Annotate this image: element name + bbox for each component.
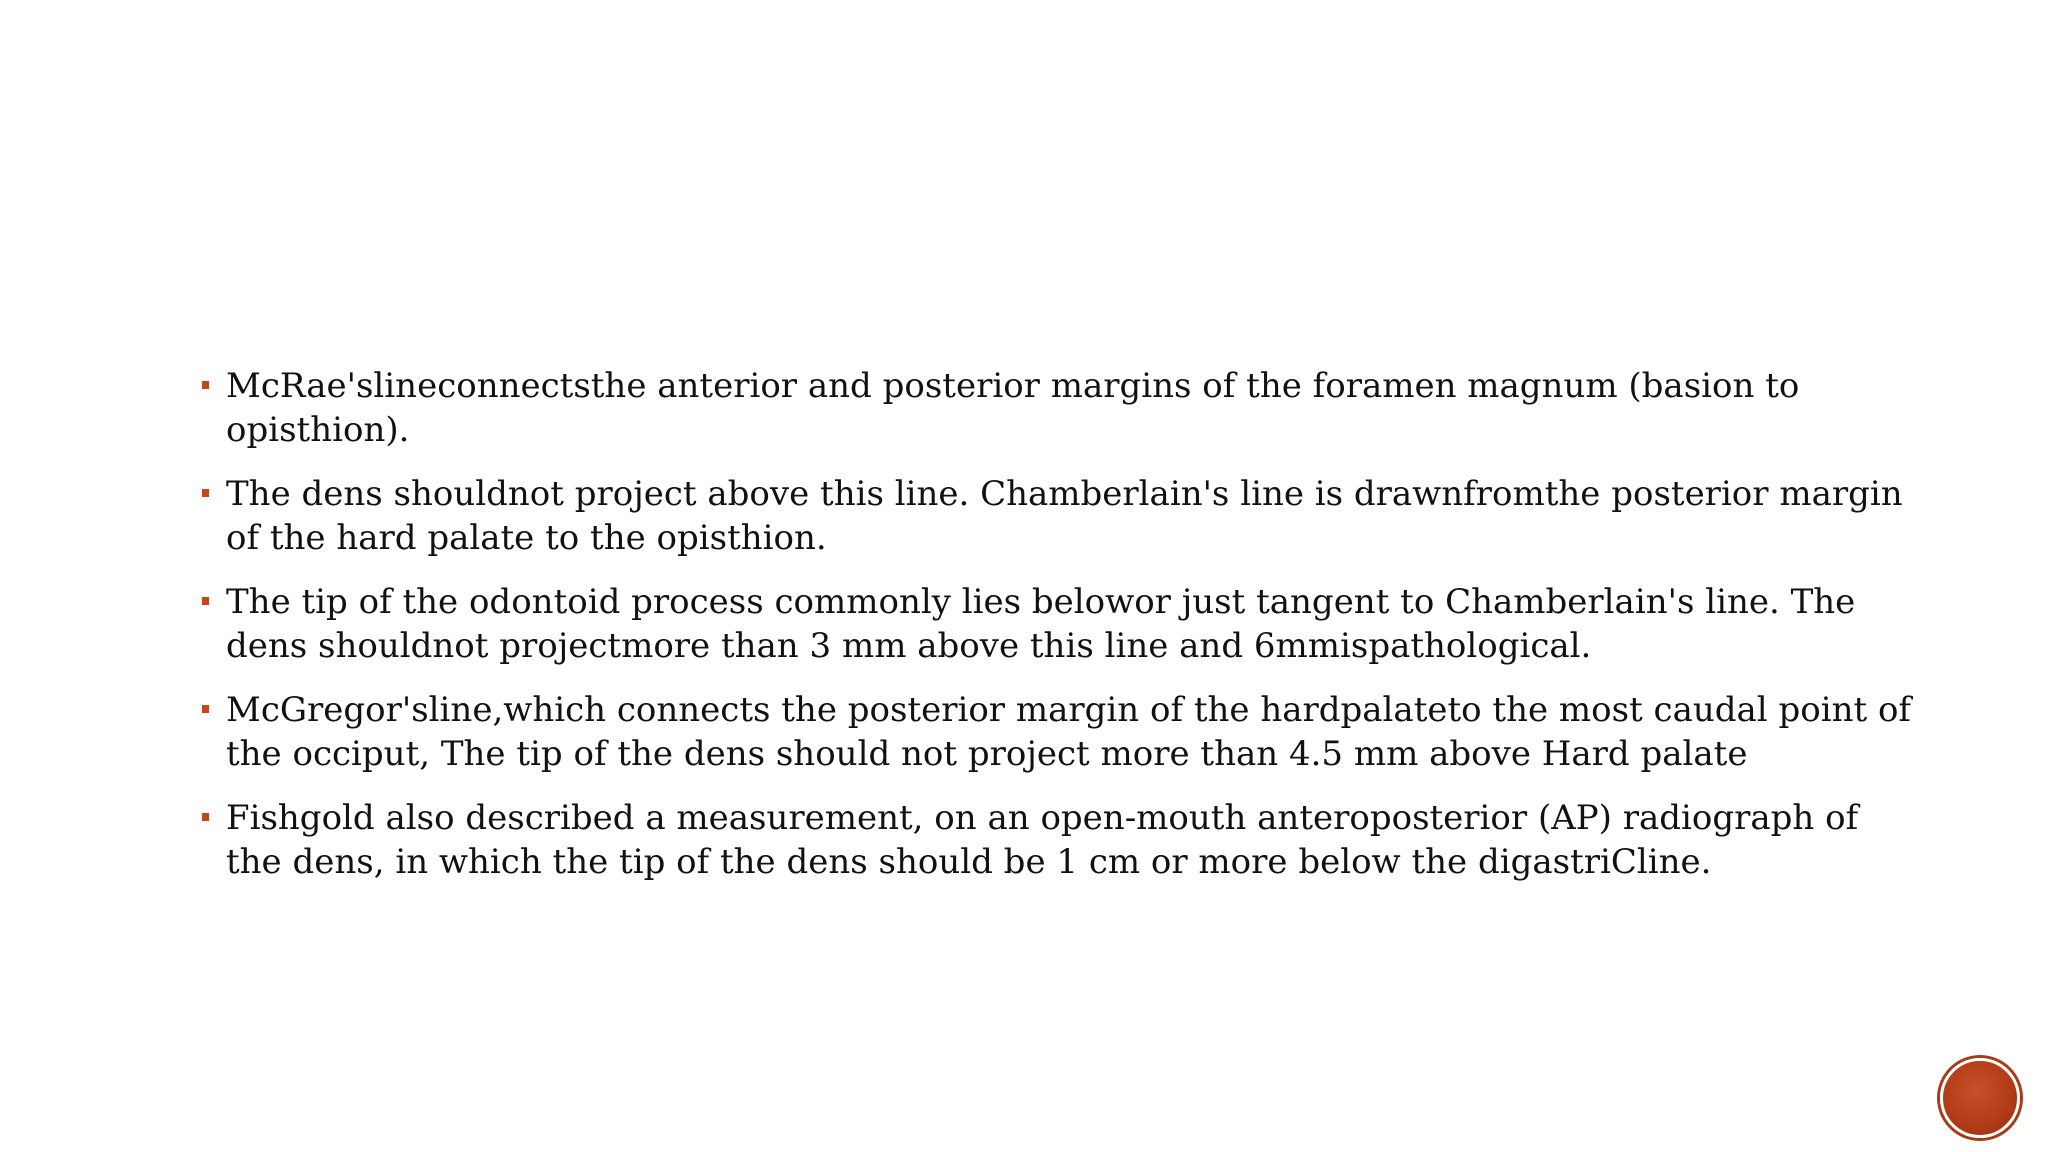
bullet-text: McGregor'sline,which connects the posterior margin of the hardpalateto the most caudal point of the occiput, The tip of the dens should not project more than 4.5 mm above Hard palate	[226, 690, 1911, 774]
bullet-text: Fishgold also described a measurement, on an open-mouth anteroposterior (AP) radiograph of the dens, in which the tip of the dens should be 1 cm or more below the digastriCline.	[226, 798, 1859, 882]
bullet-list	[196, 364, 1916, 884]
bullet-item-fishgold-measurement	[196, 796, 1916, 884]
bullet-item-mcrae-line	[196, 364, 1916, 452]
bullet-text: McRae'slineconnectsthe anterior and posterior margins of the foramen magnum (basion to opisthion).	[226, 366, 1800, 450]
slide-number-circle-icon	[1940, 1058, 2020, 1138]
slide-body	[196, 364, 1916, 904]
bullet-item-chamberlain-line	[196, 472, 1916, 560]
square-bullet-icon	[202, 597, 209, 605]
square-bullet-icon	[202, 813, 209, 821]
bullet-item-odontoid-tip	[196, 580, 1916, 668]
square-bullet-icon	[202, 489, 209, 497]
bullet-text: The dens shouldnot project above this line. Chamberlain's line is drawnfromthe posterior margin of the hard palate to the opisthion.	[226, 474, 1903, 558]
bullet-text: The tip of the odontoid process commonly lies belowor just tangent to Chamberlain's line. The dens shouldnot projectmore than 3 mm above this line and 6mmispathological.	[226, 582, 1856, 666]
square-bullet-icon	[202, 381, 209, 389]
bullet-item-mcgregor-line	[196, 688, 1916, 776]
square-bullet-icon	[202, 705, 209, 713]
